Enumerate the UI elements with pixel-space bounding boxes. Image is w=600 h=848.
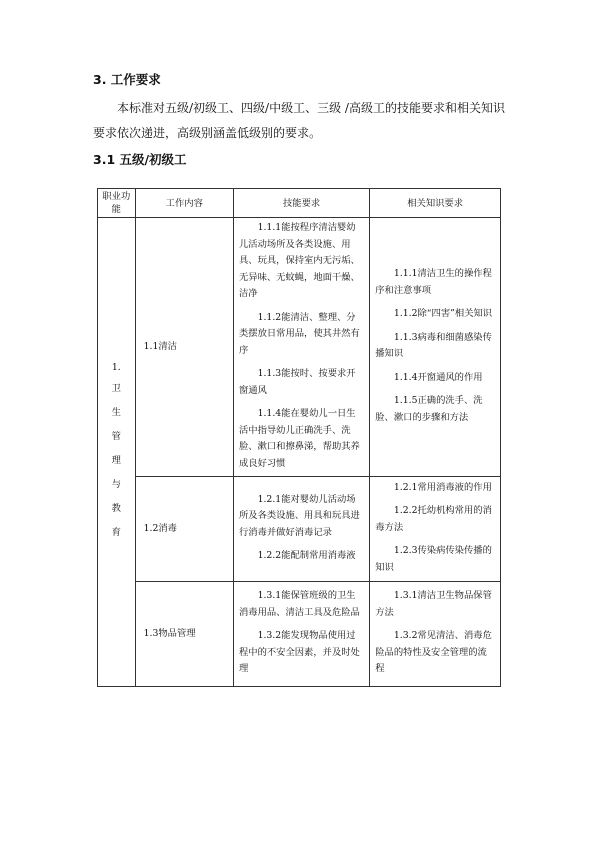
function-char: 育: [111, 527, 121, 538]
skill-item: 1.1.4能在婴幼儿一日生活中指导幼儿正确洗手、洗脸、漱口和擦鼻涕，帮助其养成良好习惯: [238, 408, 360, 469]
table-row: [98, 477, 501, 582]
function-char: 教: [111, 503, 121, 514]
function-char: 与: [111, 479, 121, 490]
skill-item: 1.3.1能保管班级的卫生消毒用品、清洁工具及危险品: [238, 590, 360, 618]
skill-item: 1.3.2能发现物品使用过程中的不安全因素，并及时处理: [238, 630, 360, 675]
function-char: 理: [111, 455, 121, 466]
function-char: 生: [111, 407, 121, 418]
header-skills: 技能要求: [233, 189, 369, 218]
knowledge-item: 1.3.2常见清洁、消毒危险品的特性及安全管理的流程: [375, 630, 492, 675]
knowledge-cell: [370, 218, 501, 477]
skill-item: 1.2.2能配制常用消毒液: [257, 550, 356, 561]
table-row: [98, 582, 501, 687]
content-cell: 1.1清洁: [135, 218, 233, 477]
skill-item: 1.2.1能对婴幼儿活动场所及各类设施、用具和玩具进行消毒并做好消毒记录: [238, 493, 360, 538]
knowledge-item: 1.2.1常用消毒液的作用: [393, 481, 492, 493]
skills-cell: [233, 582, 369, 687]
header-content: 工作内容: [135, 189, 233, 218]
function-char: 1.: [111, 362, 121, 373]
skills-cell: [233, 218, 369, 477]
knowledge-cell: [370, 582, 501, 687]
skill-item: 1.1.3能按时、按要求开窗通风: [238, 368, 356, 396]
function-cell: [98, 218, 136, 687]
skill-item: 1.1.2能清洁、整理、分类摆放日常用品，使其井然有序: [238, 311, 360, 356]
knowledge-item: 1.1.5正确的洗手、洗脸、漱口的步骤和方法: [375, 395, 483, 423]
knowledge-item: 1.1.3病毒和细菌感染传播知识: [375, 331, 492, 359]
table-row: [98, 218, 501, 477]
header-knowledge: 相关知识要求: [370, 189, 501, 218]
intro-paragraph: 本标准对五级/初级工、四级/中级工、三级 /高级工的技能要求和相关知识要求依次递进，高级别涵盖低级别的要求。: [93, 101, 505, 140]
knowledge-item: 1.3.1清洁卫生物品保管方法: [375, 590, 492, 618]
knowledge-item: 1.1.1清洁卫生的操作程序和注意事项: [375, 268, 492, 296]
content-cell: 1.2消毒: [135, 477, 233, 582]
skills-cell: [233, 477, 369, 582]
function-char: 管: [111, 431, 121, 442]
knowledge-item: 1.1.2除“四害”相关知识: [393, 308, 493, 319]
content-cell: 1.3物品管理: [135, 582, 233, 687]
skill-item: 1.1.1能按程序清洁婴幼儿活动场所及各类设施、用具、玩具，保持室内无污垢、无异味、无蚊蝇，地面干燥、洁净: [238, 222, 360, 299]
knowledge-item: 1.2.3传染病传染传播的知识: [375, 545, 492, 573]
knowledge-item: 1.1.4开窗通风的作用: [393, 371, 483, 383]
table-header-row: [98, 189, 501, 218]
knowledge-item: 1.2.2托幼机构常用的消毒方法: [375, 505, 492, 533]
subsection-heading: 3.1 五级/初级工: [93, 152, 187, 167]
section-heading: 3. 工作要求: [93, 72, 161, 87]
knowledge-cell: [370, 477, 501, 582]
function-char: 卫: [111, 383, 121, 394]
header-function: 职业功能: [98, 189, 136, 218]
skills-table: [97, 188, 501, 687]
